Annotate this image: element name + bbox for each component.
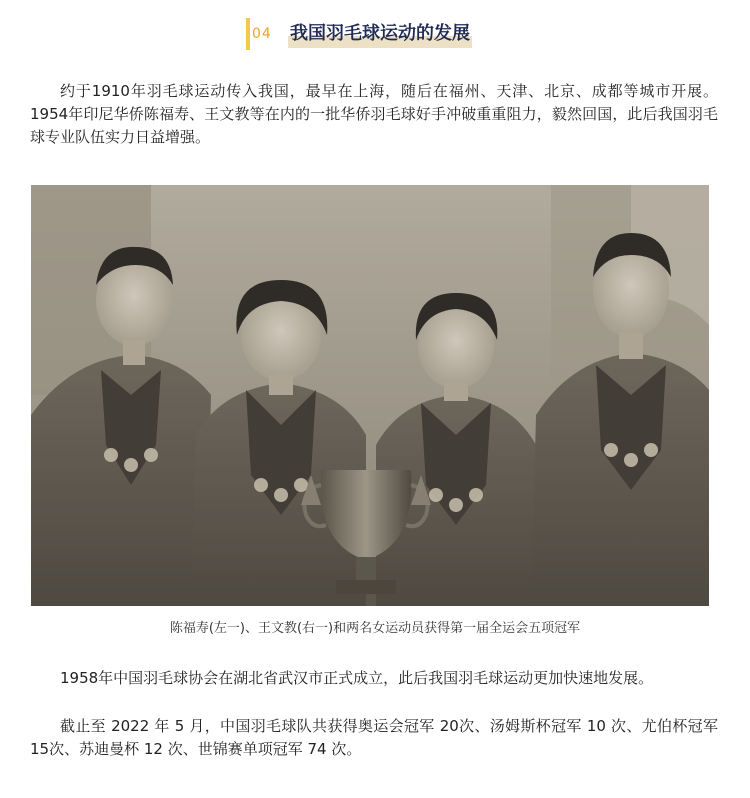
section-header xyxy=(0,16,750,52)
section-header-inner xyxy=(246,18,472,50)
section-number-badge xyxy=(246,18,282,50)
section-title-text: 我国羽毛球运动的发展 xyxy=(290,23,470,44)
historical-photo xyxy=(31,185,709,606)
paragraph-achievements: 截止至 2022 年 5 月，中国羽毛球队共获得奥运会冠军 20次、汤姆斯杯冠军 10 次、尤伯杯冠军15次、苏迪曼杯 12 次、世锦赛单项冠军 74 次。 xyxy=(30,717,718,758)
section-number: 04 xyxy=(252,26,272,42)
accent-bar xyxy=(246,18,250,50)
section-title xyxy=(288,18,472,50)
paragraph-association: 1958年中国羽毛球协会在湖北省武汉市正式成立，此后我国羽毛球运动更加快速地发展。 xyxy=(60,669,654,687)
paragraph-history: 约于1910年羽毛球运动传入我国，最早在上海，随后在福州、天津、北京、成都等城市开展。1954年印尼华侨陈福寿、王文教等在内的一批华侨羽毛球好手冲破重重阻力，毅然回国，此后我国羽毛球专业队伍实力日益增强。 xyxy=(30,82,718,146)
photo-caption: 陈福寿(左一)、王文教(右一)和两名女运动员获得第一届全运会五项冠军 xyxy=(169,621,581,636)
photo-illustration xyxy=(31,185,709,606)
